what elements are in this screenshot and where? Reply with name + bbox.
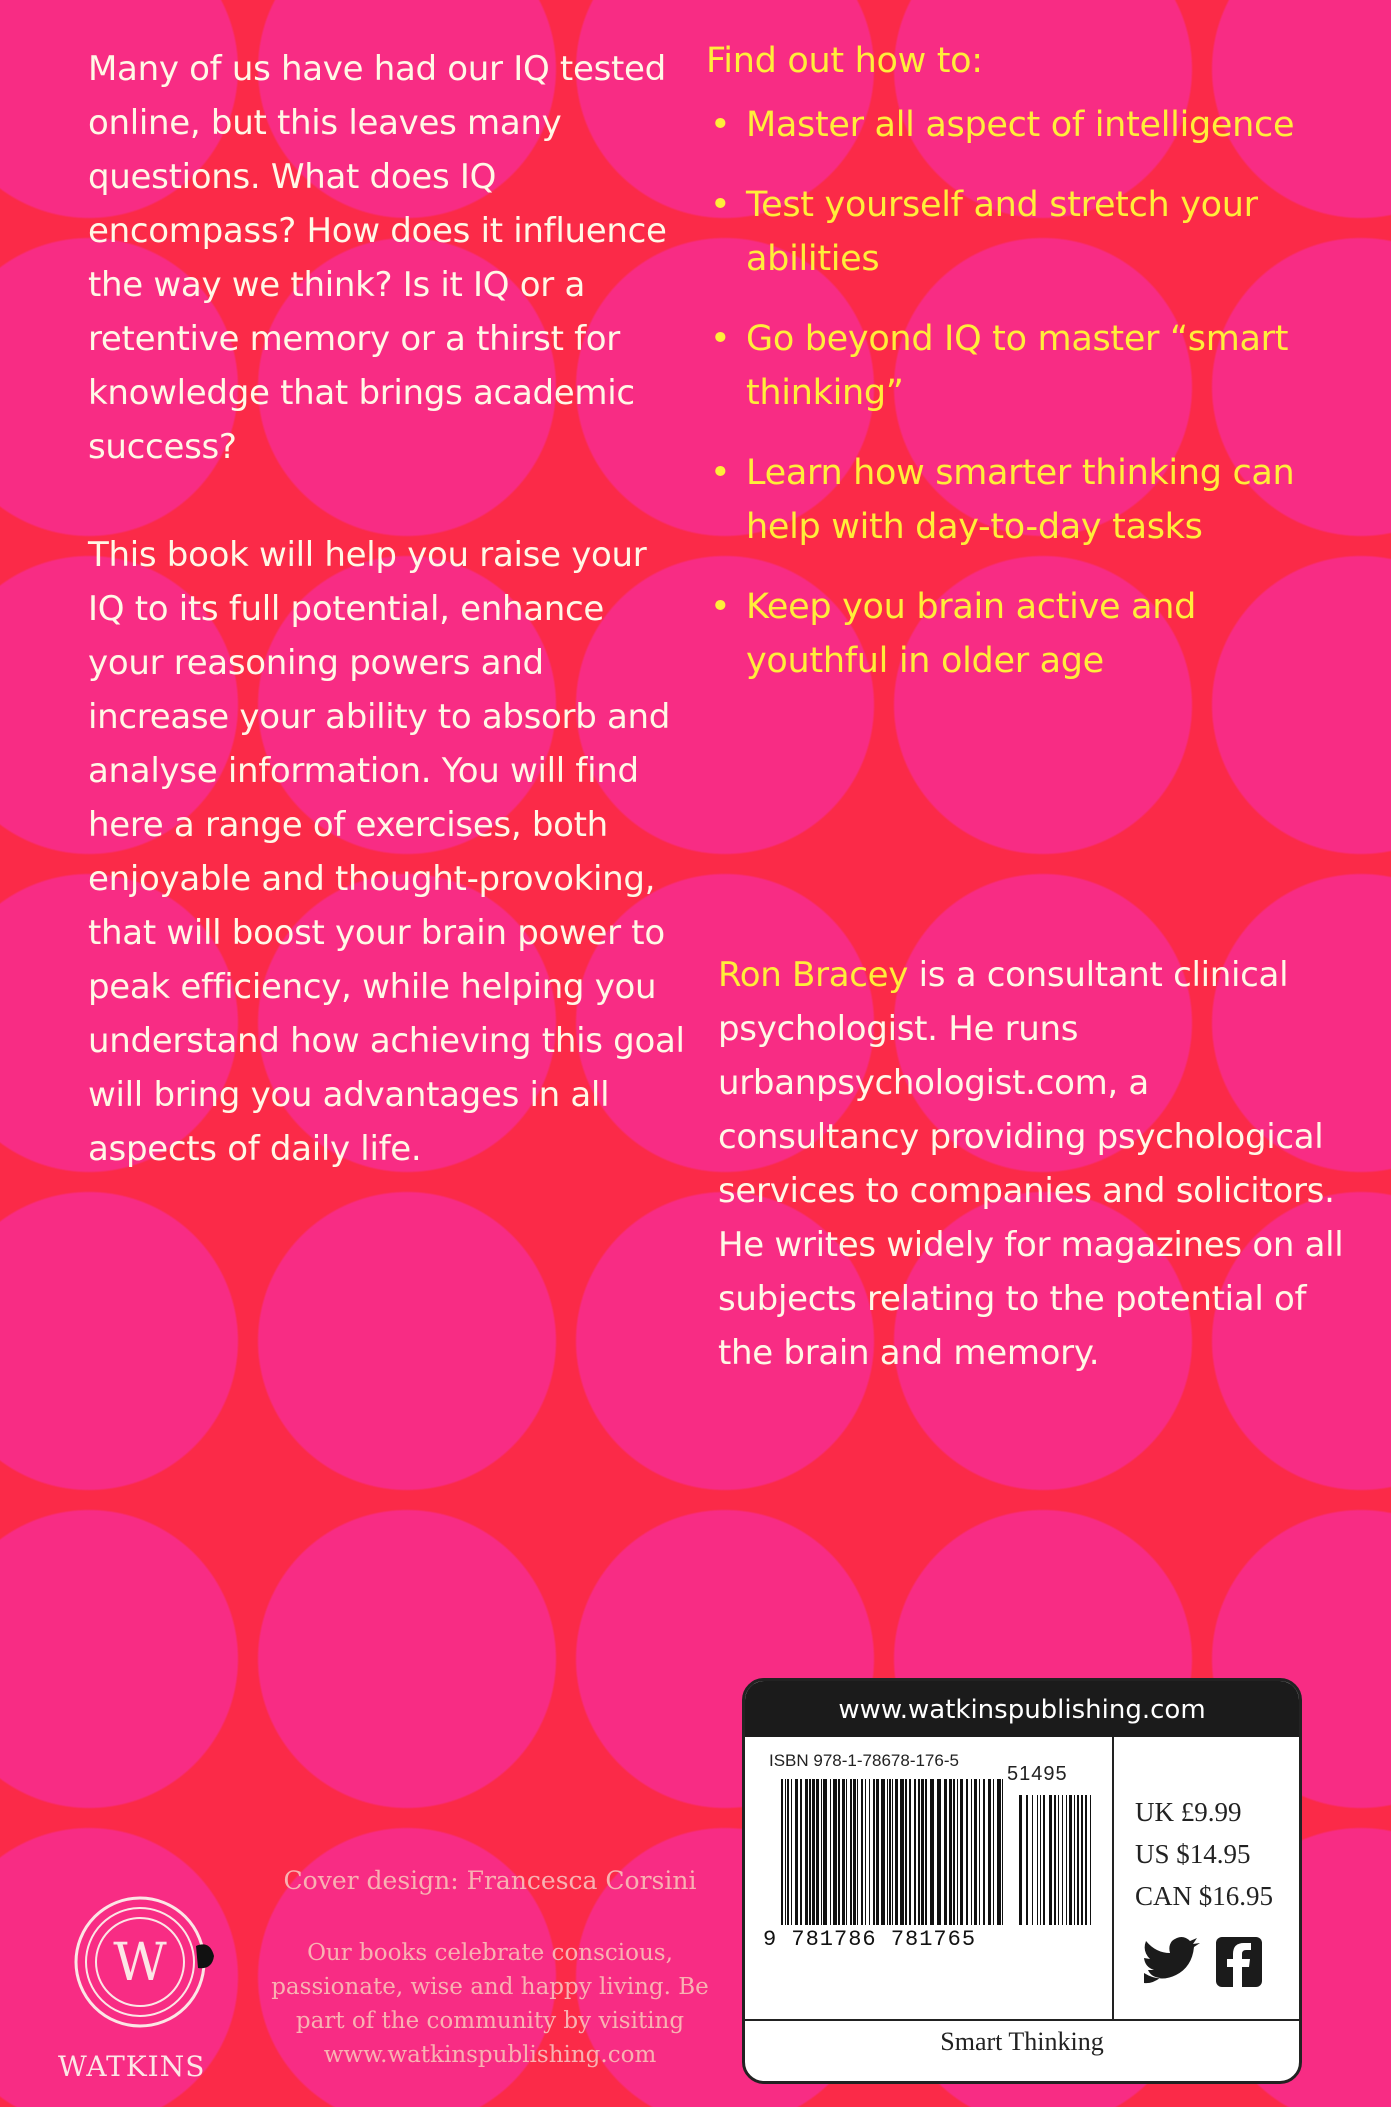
price-uk: UK £9.99	[1135, 1797, 1242, 1827]
intro-paragraph-1: Many of us have had our IQ tested online, but this leaves many questions. What does IQ encompass? How does it influence the way we think? Is it IQ or a retentive memory or a thirst for knowledge that brings academic success?	[88, 49, 667, 467]
logo-letter: W	[113, 1933, 167, 1993]
bullet-icon: •	[710, 453, 731, 493]
book-title: Smart Thinking	[940, 2027, 1104, 2056]
list-item-text: Keep you brain active and youthful in older age	[746, 587, 1196, 681]
publisher-tagline: Our books celebrate conscious, passionate, wise and happy living. Be part of the community by visiting www.watkinspublishing.com	[271, 1940, 709, 2068]
barcode-icon	[779, 1775, 1097, 1927]
publisher-url[interactable]: www.watkinspublishing.com	[745, 1681, 1299, 1737]
intro-column	[88, 42, 688, 1176]
author-name: Ron Bracey	[718, 955, 909, 995]
list-item	[706, 312, 1346, 420]
publisher-name: WATKINS	[58, 2050, 206, 2083]
list-item	[706, 580, 1346, 688]
bullet-icon: •	[710, 587, 731, 627]
list-item	[706, 178, 1346, 286]
list-item-text: Learn how smarter thinking can help with day-to-day tasks	[746, 453, 1295, 547]
barcode-addon: 51495	[1007, 1763, 1068, 1785]
price-us: US $14.95	[1135, 1839, 1251, 1869]
list-item-text: Go beyond IQ to master “smart thinking”	[746, 319, 1289, 413]
divider	[1112, 1737, 1114, 2021]
twitter-icon[interactable]	[1144, 1937, 1200, 1983]
bullet-icon: •	[710, 185, 731, 225]
author-bio-text: is a consultant clinical psychologist. He runs urbanpsychologist.com, a consultancy providing psychological services to companies and solicitors. He writes widely for magazines on all subjects relating to the potential of the brain and memory.	[718, 955, 1344, 1373]
price-can: CAN $16.95	[1135, 1881, 1274, 1911]
find-out-heading: Find out how to:	[706, 41, 983, 81]
list-item-text: Master all aspect of intelligence	[746, 105, 1295, 145]
divider	[745, 2019, 1299, 2021]
price-list	[1135, 1791, 1273, 1917]
find-out-column	[706, 34, 1346, 714]
bullet-icon: •	[710, 105, 731, 145]
isbn-number: ISBN 978-1-78678-176-5	[769, 1751, 959, 1770]
bullet-icon: •	[710, 319, 731, 359]
find-out-list	[706, 98, 1346, 688]
author-bio	[718, 948, 1358, 1380]
intro-paragraph-2: This book will help you raise your IQ to its full potential, enhance your reasoning powers and increase your ability to absorb and analyse information. You will find here a range of exercises, both enjoyable and thought-provoking, that will boost your brain power to peak efficiency, while helping you understand how achieving this goal will bring you advantages in all aspects of daily life.	[88, 535, 685, 1169]
barcode-panel	[742, 1678, 1302, 2084]
list-item	[706, 446, 1346, 554]
list-item-text: Test yourself and stretch your abilities	[746, 185, 1258, 279]
barcode-digits: 9 781786 781765	[763, 1927, 977, 1952]
facebook-icon[interactable]	[1216, 1937, 1262, 1987]
cover-design-credit: Cover design: Francesca Corsini	[283, 1866, 697, 1895]
list-item	[706, 98, 1346, 152]
social-icons	[1138, 1933, 1278, 1993]
